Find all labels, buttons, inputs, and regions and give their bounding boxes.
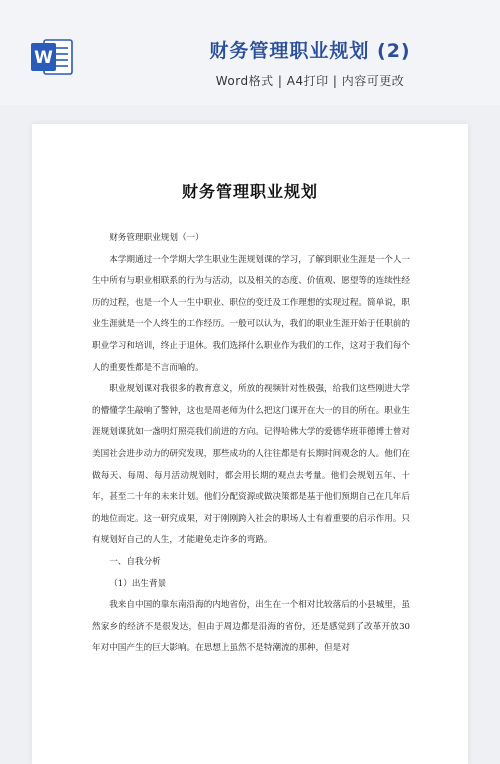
document-paragraph: 财务管理职业规划（一） <box>109 233 204 243</box>
section-heading: 一、自我分析 <box>109 556 161 567</box>
page-subtitle: Word格式 | A4打印 | 内容可更改 <box>215 74 405 88</box>
word-icon <box>30 37 74 77</box>
document-paragraph: 本学期通过一个学期大学生职业生涯规划课的学习，了解到职业生涯是一个人一生中所有与职业相联系的行为与活动，以及相关的态度、价值观、愿望等的连续性经历的过程，也是一个人一生中职业、职位的变迁及工作理想的实现过程。简单说，职业生涯就是一个人终生的工作经历。一般可以认为，我们的职业生涯开始于任职前的职业学习和培训，终止于退休。我们选择什么职业作为我们的工作，这对于我们每个人的重要性都是不言而喻的。 <box>92 254 410 373</box>
document-paragraph: 我来自中国的靠东南沿海的内地省份，出生在一个相对比较落后的小县城里，虽然家乡的经济不是很发达，但由于周边都是沿海的省份，还是感觉到了改革开放30年对中国产生的巨大影响。在思想上虽然不是特潮流的那种，但是对 <box>92 600 410 654</box>
page-title: 财务管理职业规划 (2) <box>209 40 411 62</box>
word-icon-letter: W <box>34 48 53 68</box>
document-title: 财务管理职业规划 <box>181 182 318 201</box>
document-body <box>92 228 410 660</box>
header-banner <box>0 0 500 105</box>
subsection-heading: （1）出生背景 <box>109 578 167 589</box>
document-paragraph: 职业规划课对我很多的教育意义，所放的视频针对性极强，给我们这些刚进大学的懵懂学生敲响了警钟，这也是周老师为什么把这门课开在大一的目的所在。职业生涯规划课犹如一盏明灯照亮我们前进的方向。记得哈佛大学的爱德华班菲德博士曾对美国社会进步动力的研究发现，那些成功的人往往都是有长期时间观念的人。他们在做每天、每周、每月活动规划时，都会用长期的观点去考量。他们会规划五年、十年，甚至二十年的未来计划。他们分配资源或做决策都是基于他们预期自己在几年后的地位而定。这一研究成果，对于刚刚跨入社会的职场人士有着重要的启示作用。只有规划好自己的人生，才能避免走许多的弯路。 <box>92 384 410 546</box>
document-page <box>32 124 468 764</box>
